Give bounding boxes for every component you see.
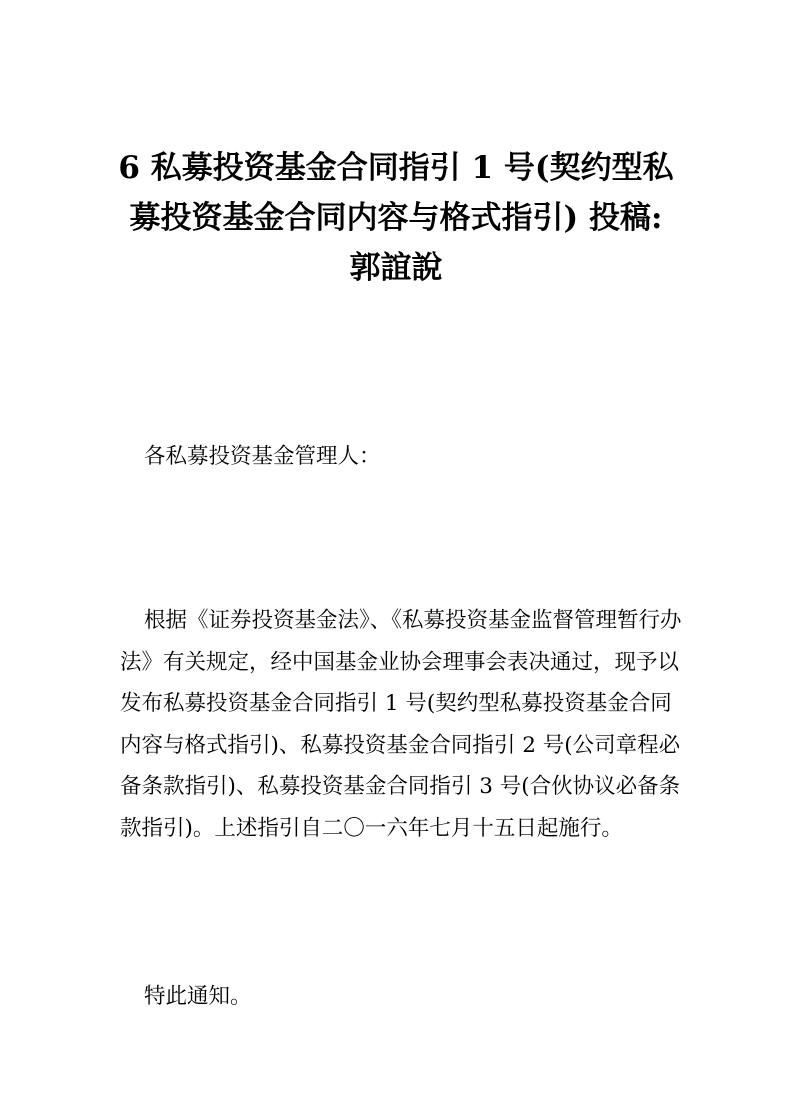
body-line: 法》有关规定，经中国基金业协会理事会表决通过，现予以 — [120, 649, 680, 675]
closing-text: 特此通知。 — [144, 984, 252, 1009]
greeting-text: 各私募投资基金管理人： — [144, 444, 381, 469]
title-line: 募投资基金合同内容与格式指引) 投稿: — [129, 200, 663, 236]
document-title — [110, 143, 682, 293]
greeting-paragraph — [120, 436, 680, 478]
body-line: 款指引)。上述指引自二〇一六年七月十五日起施行。 — [120, 815, 623, 841]
body-paragraph — [120, 600, 680, 849]
body-line: 内容与格式指引)、私募投资基金合同指引 2 号(公司章程必 — [120, 732, 681, 758]
body-line: 备条款指引)、私募投资基金合同指引 3 号(合伙协议必备条 — [120, 774, 681, 799]
body-line: 发布私募投资基金合同指引 1 号(契约型私募投资基金合同 — [120, 691, 672, 716]
closing-paragraph — [120, 976, 680, 1018]
title-line: 郭誼說 — [349, 250, 443, 286]
body-line: 根据《证券投资基金法》、《私募投资基金监督管理暂行办 — [144, 608, 682, 633]
title-line: 6 私募投资基金合同指引 1 号(契约型私 — [118, 150, 674, 186]
